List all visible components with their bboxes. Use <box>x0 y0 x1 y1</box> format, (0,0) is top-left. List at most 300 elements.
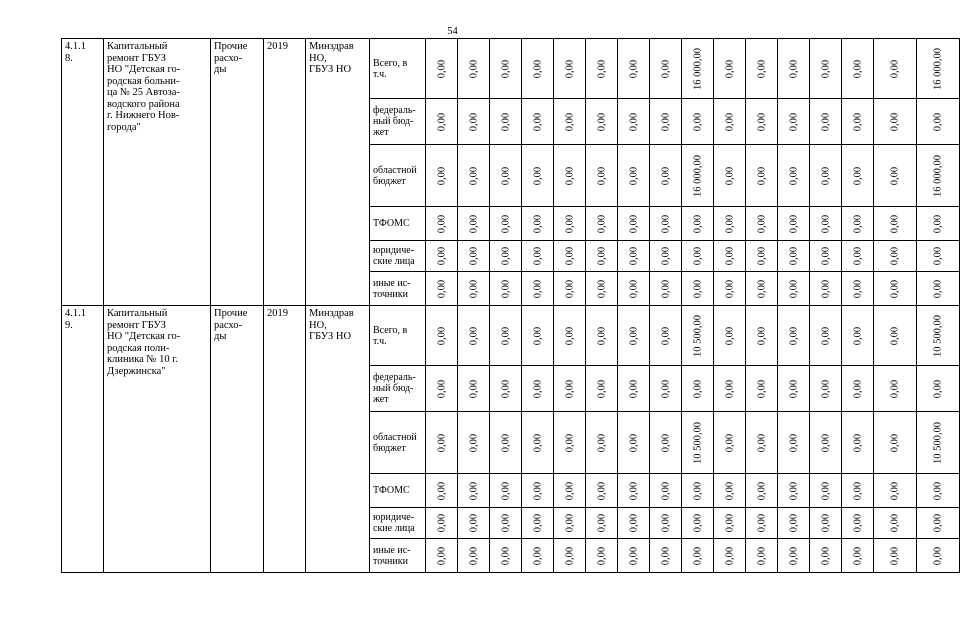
value-cell <box>458 412 490 474</box>
value-text: 0,00 <box>691 513 703 533</box>
value-cell <box>810 99 842 145</box>
value-cell <box>522 241 554 272</box>
value-cell <box>682 145 714 207</box>
value-text: 0,00 <box>659 279 671 298</box>
year-cell: 2019 <box>264 39 306 306</box>
value-text: 0,00 <box>787 112 799 131</box>
value-text: 0,00 <box>531 246 543 266</box>
value-cell <box>650 306 682 366</box>
value-text: 0,00 <box>851 214 863 233</box>
value-cell <box>586 508 618 539</box>
page-number: 54 <box>447 26 458 37</box>
expense-type-cell: Прочие расхо- ды <box>211 39 264 306</box>
value-cell <box>842 207 874 241</box>
value-cell <box>842 366 874 412</box>
value-text: 0,00 <box>595 379 607 398</box>
value-cell <box>458 99 490 145</box>
value-cell <box>554 306 586 366</box>
value-text: 16 000,00 <box>932 47 944 90</box>
value-text: 0,00 <box>499 59 511 78</box>
value-cell <box>714 241 746 272</box>
value-text: 10 500,00 <box>932 421 944 464</box>
value-text: 0,00 <box>467 59 479 78</box>
value-text: 0,00 <box>435 59 447 78</box>
value-cell <box>746 508 778 539</box>
value-text: 0,00 <box>627 279 639 298</box>
value-text: 0,00 <box>787 59 799 78</box>
value-cell <box>586 539 618 573</box>
value-cell <box>746 306 778 366</box>
value-text: 0,00 <box>531 59 543 78</box>
value-cell <box>458 474 490 508</box>
value-cell <box>618 272 650 306</box>
value-text: 0,00 <box>819 326 831 345</box>
value-cell <box>810 207 842 241</box>
value-text: 0,00 <box>691 379 703 398</box>
value-cell <box>682 39 714 99</box>
value-cell <box>490 474 522 508</box>
value-text: 0,00 <box>723 433 735 452</box>
value-text: 0,00 <box>851 166 863 185</box>
value-cell <box>458 508 490 539</box>
value-cell <box>586 145 618 207</box>
value-text: 0,00 <box>627 246 639 266</box>
value-cell <box>618 539 650 573</box>
value-text: 0,00 <box>889 433 901 452</box>
value-cell <box>650 241 682 272</box>
value-text: 0,00 <box>595 513 607 533</box>
value-cell <box>746 412 778 474</box>
value-text: 0,00 <box>531 379 543 398</box>
funding-source-cell: областной бюджет <box>370 145 426 207</box>
value-cell <box>810 539 842 573</box>
value-text: 0,00 <box>531 546 543 565</box>
funding-source-cell: Всего, в т.ч. <box>370 306 426 366</box>
value-text: 0,00 <box>467 546 479 565</box>
value-cell <box>842 474 874 508</box>
value-text: 0,00 <box>595 112 607 131</box>
value-text: 0,00 <box>467 214 479 233</box>
item-name-cell: Капитальный ремонт ГБУЗ НО "Детская го- родская поли- клиника № 10 г. Дзержинска" <box>104 306 211 573</box>
value-text: 0,00 <box>851 246 863 266</box>
value-cell <box>522 145 554 207</box>
value-cell <box>490 306 522 366</box>
value-text: 0,00 <box>851 481 863 500</box>
value-cell <box>426 539 458 573</box>
value-text: 0,00 <box>691 279 703 298</box>
value-text: 0,00 <box>563 214 575 233</box>
value-cell <box>874 272 917 306</box>
value-cell <box>874 306 917 366</box>
value-cell <box>917 272 960 306</box>
value-cell <box>682 508 714 539</box>
value-text: 0,00 <box>435 326 447 345</box>
value-text: 0,00 <box>755 279 767 298</box>
value-cell <box>618 39 650 99</box>
value-cell <box>874 145 917 207</box>
value-text: 0,00 <box>563 246 575 266</box>
value-text: 0,00 <box>851 379 863 398</box>
value-text: 0,00 <box>691 112 703 131</box>
value-cell <box>874 241 917 272</box>
value-text: 0,00 <box>787 546 799 565</box>
value-text: 0,00 <box>787 433 799 452</box>
value-text: 10 500,00 <box>691 421 703 464</box>
value-cell <box>586 306 618 366</box>
value-text: 0,00 <box>435 481 447 500</box>
value-cell <box>842 99 874 145</box>
value-text: 0,00 <box>563 59 575 78</box>
value-text: 0,00 <box>691 481 703 500</box>
value-text: 0,00 <box>819 59 831 78</box>
value-cell <box>714 145 746 207</box>
value-text: 0,00 <box>435 379 447 398</box>
value-cell <box>426 145 458 207</box>
value-text: 0,00 <box>723 214 735 233</box>
value-text: 0,00 <box>889 279 901 298</box>
value-text: 0,00 <box>659 546 671 565</box>
value-cell <box>810 241 842 272</box>
value-cell <box>650 207 682 241</box>
value-text: 0,00 <box>787 166 799 185</box>
value-text: 0,00 <box>889 326 901 345</box>
value-cell <box>586 207 618 241</box>
value-text: 0,00 <box>435 279 447 298</box>
value-text: 0,00 <box>627 379 639 398</box>
funding-source-cell: федераль- ный бюд- жет <box>370 99 426 145</box>
value-text: 0,00 <box>932 481 944 500</box>
value-text: 0,00 <box>435 433 447 452</box>
value-cell <box>842 306 874 366</box>
value-cell <box>714 306 746 366</box>
value-cell <box>682 207 714 241</box>
value-cell <box>618 306 650 366</box>
funding-source-cell: ТФОМС <box>370 474 426 508</box>
value-cell <box>810 474 842 508</box>
value-cell <box>426 474 458 508</box>
value-text: 0,00 <box>627 59 639 78</box>
value-cell <box>426 99 458 145</box>
value-cell <box>917 508 960 539</box>
value-cell <box>490 508 522 539</box>
value-cell <box>714 207 746 241</box>
value-text: 0,00 <box>531 433 543 452</box>
value-text: 0,00 <box>499 279 511 298</box>
value-cell <box>810 145 842 207</box>
value-text: 0,00 <box>499 433 511 452</box>
value-cell <box>618 207 650 241</box>
value-text: 0,00 <box>467 246 479 266</box>
value-cell <box>874 508 917 539</box>
value-text: 0,00 <box>755 379 767 398</box>
value-cell <box>778 39 810 99</box>
value-text: 0,00 <box>851 326 863 345</box>
table-body <box>62 39 960 573</box>
value-text: 0,00 <box>932 112 944 131</box>
value-cell <box>522 508 554 539</box>
value-cell <box>458 306 490 366</box>
value-cell <box>682 241 714 272</box>
value-text: 0,00 <box>755 546 767 565</box>
value-cell <box>554 241 586 272</box>
value-cell <box>917 207 960 241</box>
value-text: 0,00 <box>819 433 831 452</box>
item-number-cell: 4.1.1 9. <box>62 306 104 573</box>
value-cell <box>714 474 746 508</box>
value-text: 0,00 <box>659 59 671 78</box>
value-text: 0,00 <box>563 513 575 533</box>
value-text: 0,00 <box>787 481 799 500</box>
value-text: 0,00 <box>723 279 735 298</box>
value-cell <box>842 145 874 207</box>
value-text: 0,00 <box>819 546 831 565</box>
value-text: 0,00 <box>595 166 607 185</box>
value-text: 0,00 <box>499 481 511 500</box>
value-text: 0,00 <box>435 214 447 233</box>
value-text: 0,00 <box>851 433 863 452</box>
value-cell <box>586 474 618 508</box>
value-text: 0,00 <box>659 246 671 266</box>
value-text: 0,00 <box>627 433 639 452</box>
value-cell <box>842 508 874 539</box>
value-cell <box>522 366 554 412</box>
value-cell <box>842 241 874 272</box>
value-cell <box>618 145 650 207</box>
value-text: 0,00 <box>851 59 863 78</box>
value-cell <box>554 99 586 145</box>
value-text: 0,00 <box>889 481 901 500</box>
value-text: 0,00 <box>563 481 575 500</box>
value-cell <box>874 39 917 99</box>
value-cell <box>746 272 778 306</box>
value-text: 0,00 <box>723 326 735 345</box>
value-text: 0,00 <box>627 112 639 131</box>
value-cell <box>874 539 917 573</box>
value-cell <box>554 366 586 412</box>
value-text: 0,00 <box>627 546 639 565</box>
value-cell <box>426 272 458 306</box>
value-cell <box>746 207 778 241</box>
value-cell <box>746 539 778 573</box>
value-text: 0,00 <box>787 279 799 298</box>
value-cell <box>917 145 960 207</box>
value-text: 0,00 <box>531 326 543 345</box>
value-cell <box>682 366 714 412</box>
value-cell <box>522 39 554 99</box>
value-text: 0,00 <box>499 214 511 233</box>
value-cell <box>746 39 778 99</box>
value-cell <box>746 366 778 412</box>
value-text: 0,00 <box>499 166 511 185</box>
value-text: 0,00 <box>723 166 735 185</box>
value-text: 0,00 <box>889 513 901 533</box>
value-text: 0,00 <box>723 112 735 131</box>
value-text: 0,00 <box>723 513 735 533</box>
value-cell <box>490 207 522 241</box>
value-cell <box>778 412 810 474</box>
value-cell <box>746 99 778 145</box>
value-cell <box>554 272 586 306</box>
funding-source-cell: областной бюджет <box>370 412 426 474</box>
value-text: 0,00 <box>932 246 944 266</box>
value-cell <box>917 412 960 474</box>
value-text: 0,00 <box>499 513 511 533</box>
value-text: 0,00 <box>819 112 831 131</box>
value-text: 0,00 <box>723 379 735 398</box>
value-cell <box>917 474 960 508</box>
value-cell <box>554 412 586 474</box>
value-text: 0,00 <box>889 246 901 266</box>
value-cell <box>874 412 917 474</box>
value-cell <box>522 306 554 366</box>
value-cell <box>842 539 874 573</box>
value-text: 0,00 <box>467 379 479 398</box>
value-text: 0,00 <box>932 214 944 233</box>
value-cell <box>650 474 682 508</box>
value-cell <box>682 539 714 573</box>
value-cell <box>810 366 842 412</box>
value-text: 0,00 <box>659 112 671 131</box>
value-text: 0,00 <box>531 481 543 500</box>
value-text: 0,00 <box>851 546 863 565</box>
value-text: 0,00 <box>595 481 607 500</box>
value-text: 0,00 <box>787 513 799 533</box>
value-cell <box>522 539 554 573</box>
value-cell <box>618 412 650 474</box>
value-cell <box>778 272 810 306</box>
value-text: 0,00 <box>932 513 944 533</box>
value-cell <box>586 39 618 99</box>
value-text: 0,00 <box>467 326 479 345</box>
value-text: 0,00 <box>723 59 735 78</box>
value-text: 0,00 <box>499 326 511 345</box>
value-cell <box>842 272 874 306</box>
value-text: 0,00 <box>467 513 479 533</box>
value-text: 0,00 <box>691 546 703 565</box>
value-cell <box>554 474 586 508</box>
value-text: 0,00 <box>467 166 479 185</box>
value-cell <box>618 99 650 145</box>
value-text: 0,00 <box>755 481 767 500</box>
value-text: 0,00 <box>499 246 511 266</box>
value-cell <box>874 366 917 412</box>
value-cell <box>874 99 917 145</box>
value-cell <box>458 272 490 306</box>
value-text: 0,00 <box>563 546 575 565</box>
value-text: 0,00 <box>691 246 703 266</box>
value-cell <box>426 508 458 539</box>
value-cell <box>917 241 960 272</box>
value-cell <box>874 207 917 241</box>
funding-source-cell: юридиче- ские лица <box>370 508 426 539</box>
value-text: 0,00 <box>691 214 703 233</box>
value-text: 0,00 <box>435 513 447 533</box>
value-text: 0,00 <box>819 214 831 233</box>
value-cell <box>810 412 842 474</box>
value-cell <box>778 306 810 366</box>
value-text: 0,00 <box>755 112 767 131</box>
value-text: 0,00 <box>755 433 767 452</box>
value-text: 10 500,00 <box>932 314 944 357</box>
value-text: 0,00 <box>889 379 901 398</box>
value-cell <box>778 145 810 207</box>
executor-cell: Минздрав НО, ГБУЗ НО <box>306 306 370 573</box>
value-cell <box>778 207 810 241</box>
value-text: 0,00 <box>819 513 831 533</box>
value-text: 0,00 <box>467 112 479 131</box>
year-cell: 2019 <box>264 306 306 573</box>
value-cell <box>810 39 842 99</box>
value-text: 0,00 <box>659 379 671 398</box>
value-cell <box>490 241 522 272</box>
value-text: 0,00 <box>819 166 831 185</box>
value-text: 0,00 <box>595 433 607 452</box>
value-text: 0,00 <box>723 546 735 565</box>
value-text: 0,00 <box>659 166 671 185</box>
value-cell <box>917 39 960 99</box>
value-cell <box>458 241 490 272</box>
value-cell <box>682 474 714 508</box>
value-text: 0,00 <box>595 214 607 233</box>
table-row <box>62 39 960 99</box>
value-text: 0,00 <box>851 112 863 131</box>
value-cell <box>490 412 522 474</box>
value-text: 0,00 <box>932 379 944 398</box>
value-cell <box>778 366 810 412</box>
value-cell <box>746 241 778 272</box>
value-cell <box>554 508 586 539</box>
value-text: 0,00 <box>723 481 735 500</box>
value-text: 0,00 <box>499 546 511 565</box>
value-cell <box>714 412 746 474</box>
executor-cell: Минздрав НО, ГБУЗ НО <box>306 39 370 306</box>
value-cell <box>426 306 458 366</box>
value-text: 0,00 <box>819 279 831 298</box>
value-text: 0,00 <box>889 112 901 131</box>
value-cell <box>778 539 810 573</box>
value-cell <box>682 99 714 145</box>
value-text: 0,00 <box>563 379 575 398</box>
value-text: 0,00 <box>755 246 767 266</box>
value-text: 0,00 <box>563 166 575 185</box>
value-text: 0,00 <box>755 214 767 233</box>
value-cell <box>554 145 586 207</box>
value-text: 0,00 <box>819 481 831 500</box>
value-cell <box>522 412 554 474</box>
value-text: 0,00 <box>889 166 901 185</box>
value-cell <box>618 366 650 412</box>
value-cell <box>650 99 682 145</box>
value-text: 16 000,00 <box>932 154 944 197</box>
value-cell <box>650 539 682 573</box>
value-cell <box>714 39 746 99</box>
value-cell <box>458 39 490 99</box>
value-cell <box>586 272 618 306</box>
value-text: 0,00 <box>563 326 575 345</box>
value-cell <box>746 145 778 207</box>
value-cell <box>490 272 522 306</box>
value-cell <box>714 272 746 306</box>
value-cell <box>490 539 522 573</box>
value-text: 0,00 <box>531 112 543 131</box>
funding-source-cell: Всего, в т.ч. <box>370 39 426 99</box>
value-text: 0,00 <box>755 59 767 78</box>
value-text: 0,00 <box>659 513 671 533</box>
value-cell <box>874 474 917 508</box>
value-cell <box>810 306 842 366</box>
value-cell <box>650 412 682 474</box>
value-cell <box>682 272 714 306</box>
